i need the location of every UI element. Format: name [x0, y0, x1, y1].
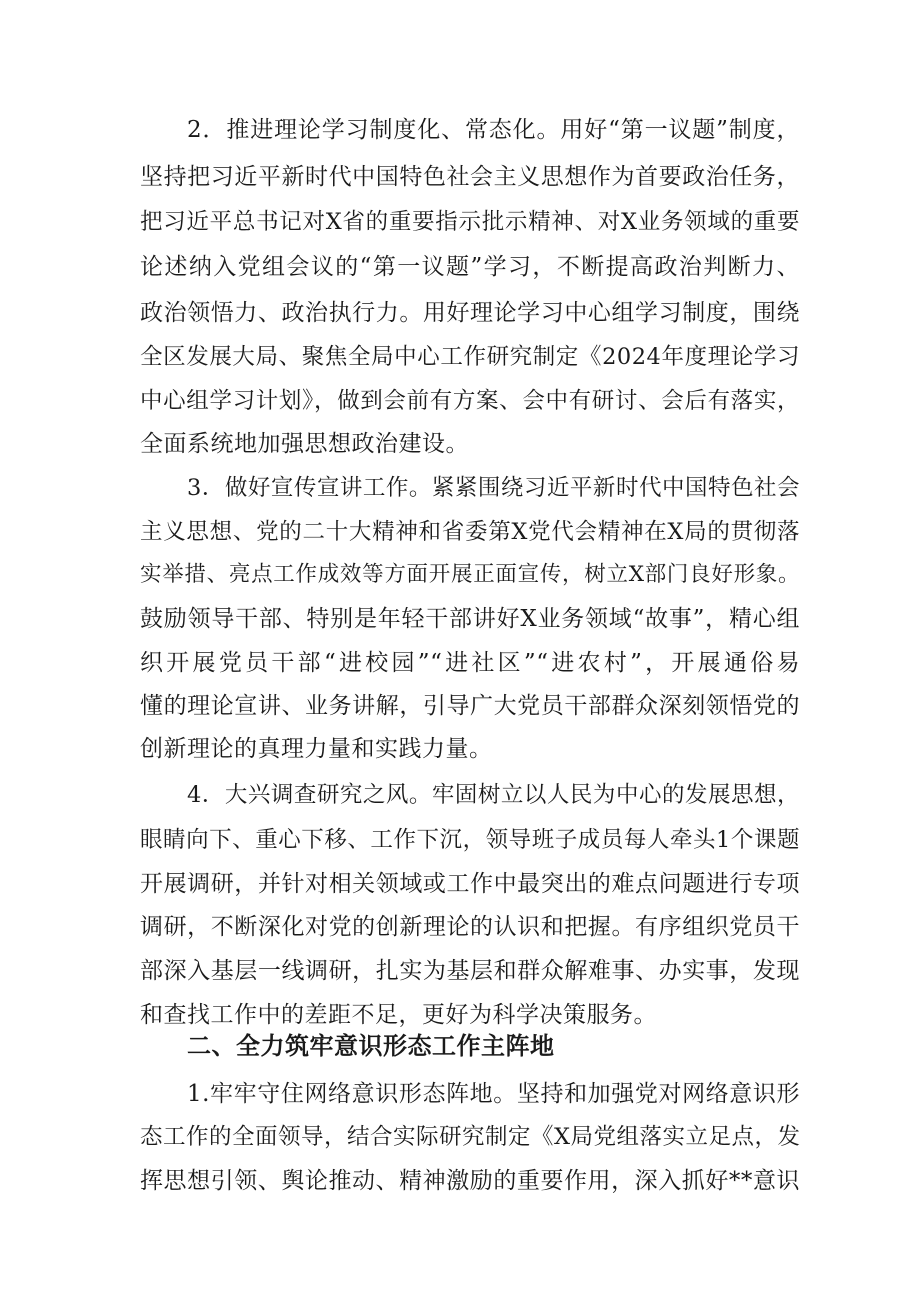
paragraph-2-line-5: 政治领悟力、政治执行力。用好理论学习中心组学习制度，围绕: [140, 300, 800, 326]
paragraph-2-line-2: 坚持把习近平新时代中国特色社会主义思想作为首要政治任务，: [140, 164, 800, 190]
paragraph-3-line-3: 实举措、亮点工作成效等方面开展正面宣传，树立X部门良好形象。: [140, 562, 800, 587]
paragraph-3-line-2: 主义思想、党的二十大精神和省委第X党代会精神在X局的贯彻落: [140, 519, 800, 545]
section-paragraph-line-1: 1.牢牢守住网络意识形态阵地。坚持和加强党对网络意识形: [187, 1081, 800, 1107]
paragraph-4-line-4: 调研，不断深化对党的创新理论的认识和把握。有序组织党员干: [140, 914, 800, 940]
paragraph-4-line-1: 4．大兴调查研究之风。牢固树立以人民为中心的发展思想，: [187, 782, 800, 808]
paragraph-4-line-6: 和查找工作中的差距不足，更好为科学决策服务。: [140, 1002, 657, 1028]
paragraph-2-line-6: 全区发展大局、聚焦全局中心工作研究制定《2024年度理论学习: [140, 344, 800, 370]
paragraph-2-line-3: 把习近平总书记对X省的重要指示批示精神、对X业务领域的重要: [140, 209, 800, 235]
paragraph-3-line-5: 织开展党员干部“进校园”“进社区”“进农村”，开展通俗易: [140, 650, 800, 676]
paragraph-3-line-4: 鼓励领导干部、特别是年轻干部讲好X业务领域“故事”，精心组: [140, 606, 800, 632]
paragraph-4-line-3: 开展调研，并针对相关领域或工作中最突出的难点问题进行专项: [140, 871, 800, 897]
paragraph-2-line-4: 论述纳入党组会议的“第一议题”学习，不断提高政治判断力、: [140, 254, 800, 280]
paragraph-3-line-1: 3．做好宣传宣讲工作。紧紧围绕习近平新时代中国特色社会: [187, 475, 800, 501]
paragraph-3-line-6: 懂的理论宣讲、业务讲解，引导广大党员干部群众深刻领悟党的: [140, 693, 800, 719]
paragraph-2-line-8: 全面系统地加强思想政治建设。: [140, 431, 469, 457]
section-heading: 二、全力筑牢意识形态工作主阵地: [187, 1032, 555, 1060]
paragraph-4-line-5: 部深入基层一线调研，扎实为基层和群众解难事、办实事，发现: [140, 958, 800, 984]
section-paragraph-line-3: 挥思想引领、舆论推动、精神激励的重要作用，深入抓好**意识: [140, 1168, 800, 1194]
paragraph-3-line-7: 创新理论的真理力量和实践力量。: [140, 736, 493, 762]
paragraph-2-line-7: 中心组学习计划》，做到会前有方案、会中有研讨、会后有落实，: [140, 388, 800, 414]
paragraph-2-line-1: 2．推进理论学习制度化、常态化。用好“第一议题”制度，: [187, 117, 800, 143]
paragraph-4-line-2: 眼睛向下、重心下移、工作下沉，领导班子成员每人牵头1个课题: [140, 827, 800, 853]
section-paragraph-line-2: 态工作的全面领导，结合实际研究制定《X局党组落实立足点，发: [140, 1124, 801, 1150]
